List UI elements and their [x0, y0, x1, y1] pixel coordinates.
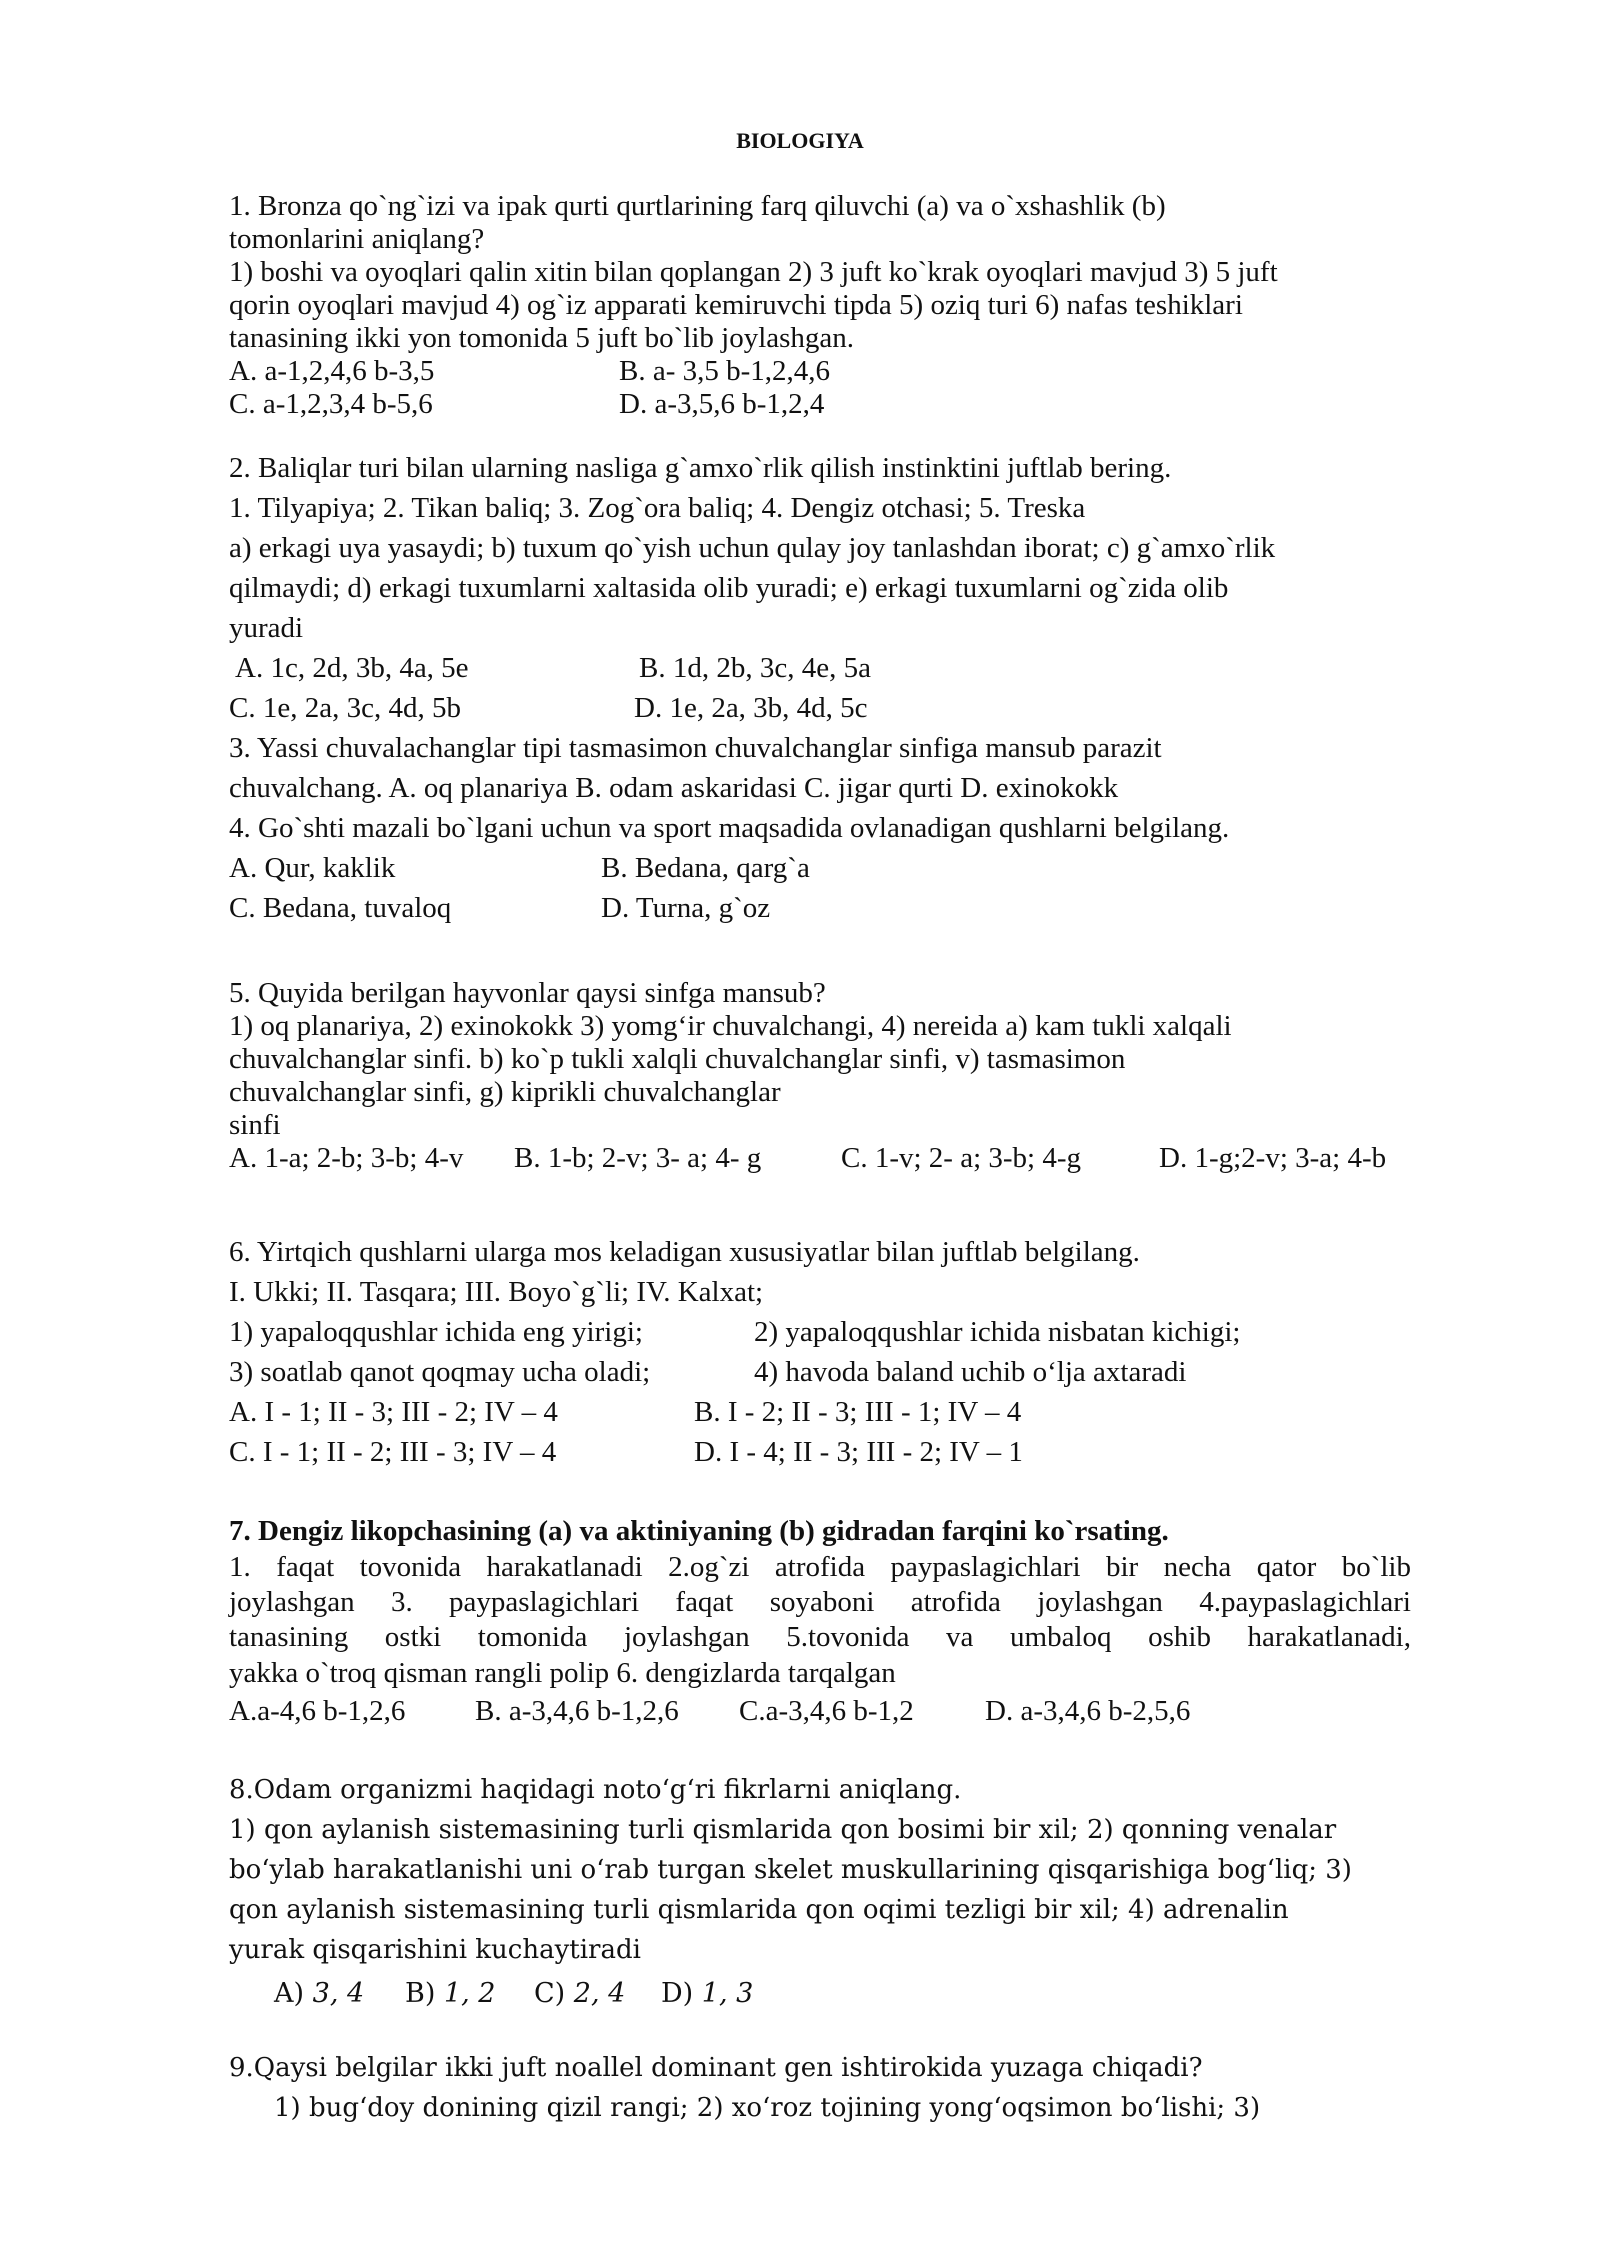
question-text: yakka o`troq qisman rangli polip 6. dengizlarda tarqalgan: [229, 1657, 896, 1689]
question-text: tanasining ikki yon tomonida 5 juft bo`lib joylashgan.: [229, 322, 855, 354]
option-value: 2, 4: [573, 1978, 626, 2009]
question-text: chuvalchanglar sinfi, g) kiprikli chuvalchanglar: [229, 1076, 781, 1108]
answer-row: [229, 355, 1409, 388]
answer-option-a: A. Qur, kaklik: [229, 852, 396, 884]
answer-row: [229, 888, 1409, 928]
answer-option-b: B. a-3,4,6 b-1,2,6: [475, 1695, 679, 1727]
option-label: A): [274, 1978, 305, 2009]
question-text: tanasining ostki tomonida joylashgan 5.tovonida va umbaloq oshib harakatlanadi,: [229, 1621, 1411, 1653]
question-text: 1) bug‘doy donining qizil rangi; 2) xo‘roz tojining yong‘oqsimon bo‘lishi; 3): [274, 2093, 1261, 2123]
feature-1: 1) yapaloqqushlar ichida eng yirigi;: [229, 1316, 643, 1348]
question-text: 1. faqat tovonida harakatlanadi 2.og`zi atrofida paypaslagichlari bir necha qator bo`lib: [229, 1551, 1411, 1583]
feature-row: [229, 1312, 1409, 1352]
question-text: bo‘ylab harakatlanishi uni o‘rab turgan skelet muskullarining qisqarishiga bog‘liq; 3): [229, 1855, 1352, 1885]
option-label: D): [661, 1978, 694, 2009]
question-text: 1. Tilyapiya; 2. Tikan baliq; 3. Zog`ora baliq; 4. Dengiz otchasi; 5. Treska: [229, 492, 1086, 524]
question-7: [229, 1512, 1411, 1731]
question-heading: 9.Qaysi belgilar ikki juft noallel dominant gen ishtirokida yuzaga chiqadi?: [229, 2053, 1203, 2083]
answer-row: [229, 1432, 1409, 1472]
answer-option-d: D. a-3,5,6 b-1,2,4: [619, 388, 825, 420]
answer-row: [229, 1691, 1411, 1731]
option-label: C): [534, 1978, 566, 2009]
answer-row: [229, 388, 1409, 421]
answer-option-a: [274, 1970, 364, 2018]
answer-option-b: B. I - 2; II - 3; III - 1; IV – 4: [694, 1396, 1022, 1428]
answer-option-c: C. I - 1; II - 2; III - 3; IV – 4: [229, 1436, 557, 1468]
question-8: [229, 1770, 1419, 2018]
option-value: 1, 2: [443, 1978, 496, 2009]
answer-row: [229, 848, 1409, 888]
answer-option-c: C. 1e, 2a, 3c, 4d, 5b: [229, 692, 461, 724]
question-4: [229, 808, 1409, 928]
question-9: [229, 2048, 1419, 2128]
question-text: 1) qon aylanish sistemasining turli qismlarida qon bosimi bir xil; 2) qonning venalar: [229, 1815, 1337, 1845]
answer-option-d: [661, 1970, 753, 2018]
answer-option-b: B. Bedana, qarg`a: [601, 852, 810, 884]
answer-row: [229, 1142, 1409, 1175]
option-label: B): [405, 1978, 436, 2009]
question-heading: 7. Dengiz likopchasining (a) va aktiniyaning (b) gidradan farqini ko`rsating.: [229, 1515, 1169, 1547]
answer-option-a: A.a-4,6 b-1,2,6: [229, 1695, 406, 1727]
question-6: [229, 1232, 1409, 1472]
question-text: yurak qisqarishini kuchaytiradi: [229, 1935, 641, 1965]
question-text: chuvalchang. A. oq planariya B. odam askaridasi C. jigar qurti D. exinokokk: [229, 772, 1119, 804]
question-text: 2. Baliqlar turi bilan ularning nasliga g`amxo`rlik qilish instinktini juftlab bering.: [229, 452, 1172, 484]
question-5: [229, 977, 1409, 1175]
answer-option-d: D. Turna, g`oz: [601, 892, 771, 924]
feature-row: [229, 1352, 1409, 1392]
answer-option-b: B. 1d, 2b, 3c, 4e, 5a: [639, 652, 871, 684]
question-text: tomonlarini aniqlang?: [229, 223, 485, 255]
question-text: yuradi: [229, 612, 304, 644]
answer-option-c: [534, 1970, 625, 2018]
question-text: chuvalchanglar sinfi. b) ko`p tukli xalqli chuvalchanglar sinfi, v) tasmasimon: [229, 1043, 1126, 1075]
answer-option-c: C. a-1,2,3,4 b-5,6: [229, 388, 433, 420]
answer-option-a: A. 1c, 2d, 3b, 4a, 5e: [235, 652, 469, 684]
question-text: 3. Yassi chuvalachanglar tipi tasmasimon chuvalchanglar sinfiga mansub parazit: [229, 732, 1162, 764]
question-text: I. Ukki; II. Tasqara; III. Boyo`g`li; IV. Kalxat;: [229, 1276, 764, 1308]
answer-option-c: C. 1-v; 2- a; 3-b; 4-g: [841, 1142, 1082, 1174]
question-text: 1. Bronza qo`ng`izi va ipak qurti qurtlarining farq qiluvchi (a) va o`xshashlik (b): [229, 190, 1166, 222]
question-text: 1) boshi va oyoqlari qalin xitin bilan qoplangan 2) 3 juft ko`krak oyoqlari mavjud 3) 5 juft: [229, 256, 1278, 288]
question-text: 1) oq planariya, 2) exinokokk 3) yomg‘ir chuvalchangi, 4) nereida a) kam tukli xalqali: [229, 1010, 1232, 1042]
answer-row: [229, 688, 1409, 728]
answer-option-b: B. a- 3,5 b-1,2,4,6: [619, 355, 831, 387]
question-text: qorin oyoqlari mavjud 4) og`iz apparati kemiruvchi tipda 5) oziq turi 6) nafas teshiklari: [229, 289, 1243, 321]
question-text: qon aylanish sistemasining turli qismlarida qon oqimi tezligi bir xil; 4) adrenalin: [229, 1895, 1289, 1925]
question-3: [229, 728, 1409, 808]
answer-option-b: B. 1-b; 2-v; 3- a; 4- g: [514, 1142, 762, 1174]
answer-option-d: D. 1-g;2-v; 3-a; 4-b: [1159, 1142, 1387, 1174]
answer-option-d: D. 1e, 2a, 3b, 4d, 5c: [634, 692, 868, 724]
answer-option-a: A. 1-a; 2-b; 3-b; 4-v: [229, 1142, 464, 1174]
answer-option-c: C. Bedana, tuvaloq: [229, 892, 452, 924]
question-1: [229, 190, 1409, 421]
question-text: 6. Yirtqich qushlarni ularga mos keladigan xususiyatlar bilan juftlab belgilang.: [229, 1236, 1140, 1268]
document-title: BIOLOGIYA: [736, 128, 864, 153]
answer-option-a: A. I - 1; II - 3; III - 2; IV – 4: [229, 1396, 558, 1428]
question-text: 4. Go`shti mazali bo`lgani uchun va sport maqsadida ovlanadigan qushlarni belgilang.: [229, 812, 1230, 844]
answer-row: [229, 648, 1409, 688]
question-heading: 8.Odam organizmi haqidagi noto‘g‘ri fikrlarni aniqlang.: [229, 1775, 962, 1805]
answer-option-d: D. I - 4; II - 3; III - 2; IV – 1: [694, 1436, 1023, 1468]
answer-option-d: D. a-3,4,6 b-2,5,6: [985, 1695, 1191, 1727]
question-text: qilmaydi; d) erkagi tuxumlarni xaltasida olib yuradi; e) erkagi tuxumlarni og`zida olib: [229, 572, 1229, 604]
answer-option-c: C.a-3,4,6 b-1,2: [739, 1695, 914, 1727]
feature-4: 4) havoda baland uchib o‘lja axtaradi: [754, 1356, 1187, 1388]
feature-2: 2) yapaloqqushlar ichida nisbatan kichigi;: [754, 1316, 1241, 1348]
option-value: 1, 3: [701, 1978, 754, 2009]
question-text: sinfi: [229, 1109, 281, 1141]
question-text: joylashgan 3. paypaslagichlari faqat soyaboni atrofida joylashgan 4.paypaslagichlari: [229, 1586, 1411, 1618]
answer-row: [229, 1970, 1419, 2018]
option-value: 3, 4: [312, 1978, 365, 2009]
question-2: [229, 448, 1409, 728]
question-text: a) erkagi uya yasaydi; b) tuxum qo`yish uchun qulay joy tanlashdan iborat; c) g`amxo`rlik: [229, 532, 1276, 564]
answer-row: [229, 1392, 1409, 1432]
feature-3: 3) soatlab qanot qoqmay ucha oladi;: [229, 1356, 651, 1388]
question-text: 5. Quyida berilgan hayvonlar qaysi sinfga mansub?: [229, 977, 826, 1009]
answer-option-b: [405, 1970, 496, 2018]
answer-option-a: A. a-1,2,4,6 b-3,5: [229, 355, 435, 387]
